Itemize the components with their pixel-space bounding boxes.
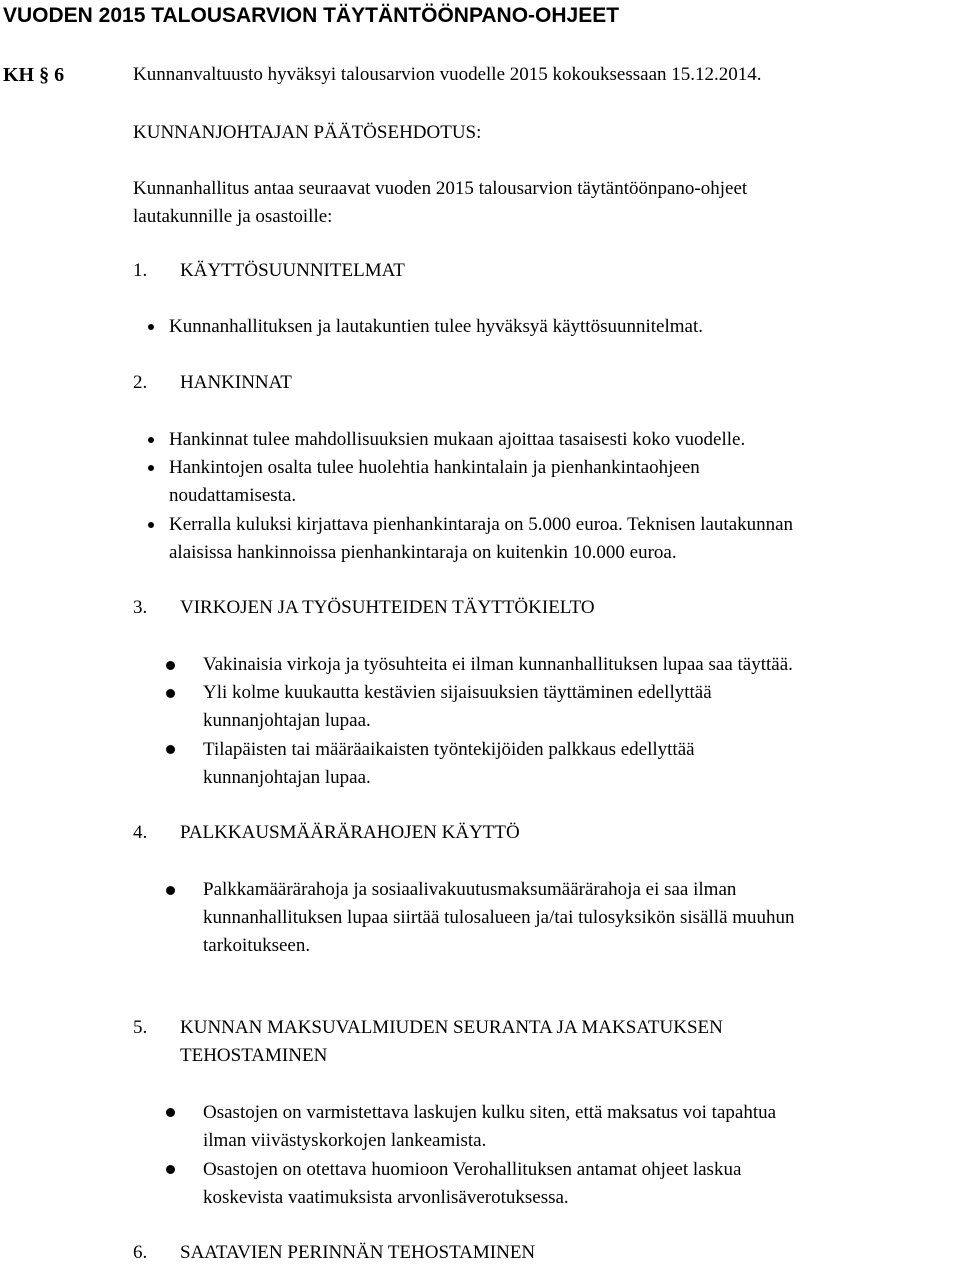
section-title: VIRKOJEN JA TYÖSUHTEIDEN TÄYTTÖKIELTO [180,597,595,618]
list-item-continuation: tarkoitukseen. [203,935,311,956]
list-item: Tilapäisten tai määräaikaisten työntekijöiden palkkaus edellyttää [203,739,695,760]
section-heading [133,1014,723,1042]
intro-text: Kunnanvaltuusto hyväksyi talousarvion vuodelle 2015 kokouksessaan 15.12.2014. [133,64,762,85]
bullet-icon [148,465,154,471]
bullet-icon [166,689,175,698]
section-number: 5. [133,1017,148,1038]
bullet-icon [148,437,154,443]
list-item-continuation: kunnanjohtajan lupaa. [203,767,371,788]
list-item-continuation: noudattamisesta. [169,485,297,506]
bullet-icon [148,522,154,528]
list-item: Hankinnat tulee mahdollisuuksien mukaan ajoittaa tasaisesti koko vuodelle. [169,429,746,450]
list-item-continuation: ilman viivästyskorkojen lankeamista. [203,1130,487,1151]
list-item: Hankintojen osalta tulee huolehtia hankintalain ja pienhankintaohjeen [169,457,700,478]
section-title: PALKKAUSMÄÄRÄRAHOJEN KÄYTTÖ [180,822,520,843]
section-marker: KH § 6 [3,64,65,86]
bullet-icon [166,1108,175,1117]
section-title: KÄYTTÖSUUNNITELMAT [180,260,405,281]
list-item: Kerralla kuluksi kirjattava pienhankintaraja on 5.000 euroa. Teknisen lautakunnan [169,514,794,535]
section-heading [133,369,292,397]
section-heading [133,594,595,622]
list-item: Kunnanhallituksen ja lautakuntien tulee hyväksyä käyttösuunnitelmat. [169,316,703,337]
list-item-continuation: koskevista vaatimuksista arvonlisäverotuksessa. [203,1187,569,1208]
list-item-continuation: alaisissa hankinnoissa pienhankintaraja on kuitenkin 10.000 euroa. [169,542,677,563]
bullet-icon [166,1165,175,1174]
list-item: Osastojen on varmistettava laskujen kulku siten, että maksatus voi tapahtua [203,1102,777,1123]
section-title: SAATAVIEN PERINNÄN TEHOSTAMINEN [180,1242,536,1263]
section-number: 2. [133,372,148,393]
bullet-icon [166,886,175,895]
section-title: HANKINNAT [180,372,292,393]
list-item: Osastojen on otettava huomioon Verohallituksen antamat ohjeet laskua [203,1159,742,1180]
list-item: Palkkamäärärahoja ja sosiaalivakuutusmaksumäärärahoja ei saa ilman [203,879,737,900]
list-item-continuation: kunnanjohtajan lupaa. [203,710,371,731]
section-heading [133,819,520,847]
bullet-icon [148,324,154,330]
section-number: 6. [133,1242,148,1263]
section-title-continuation: TEHOSTAMINEN [180,1045,328,1066]
section-heading [133,257,405,285]
section-title: KUNNAN MAKSUVALMIUDEN SEURANTA JA MAKSATUKSEN [180,1017,723,1038]
bullet-icon [166,661,175,670]
proposal-text-line: Kunnanhallitus antaa seuraavat vuoden 2015 talousarvion täytäntöönpano-ohjeet [133,178,748,199]
section-number: 1. [133,260,148,281]
proposal-text-line: lautakunnille ja osastoille: [133,206,333,227]
section-number: 3. [133,597,148,618]
bullet-icon [166,745,175,754]
list-item: Yli kolme kuukautta kestävien sijaisuuksien täyttäminen edellyttää [203,682,712,703]
document-title: VUODEN 2015 TALOUSARVION TÄYTÄNTÖÖNPANO-OHJEET [3,4,620,27]
list-item: Vakinaisia virkoja ja työsuhteita ei ilman kunnanhallituksen lupaa saa täyttää. [203,654,793,675]
proposal-heading: KUNNANJOHTAJAN PÄÄTÖSEHDOTUS: [133,122,482,143]
list-item-continuation: kunnanhallituksen lupaa siirtää tulosalueen ja/tai tulosyksikön sisällä muuhun [203,907,795,928]
section-number: 4. [133,822,148,843]
